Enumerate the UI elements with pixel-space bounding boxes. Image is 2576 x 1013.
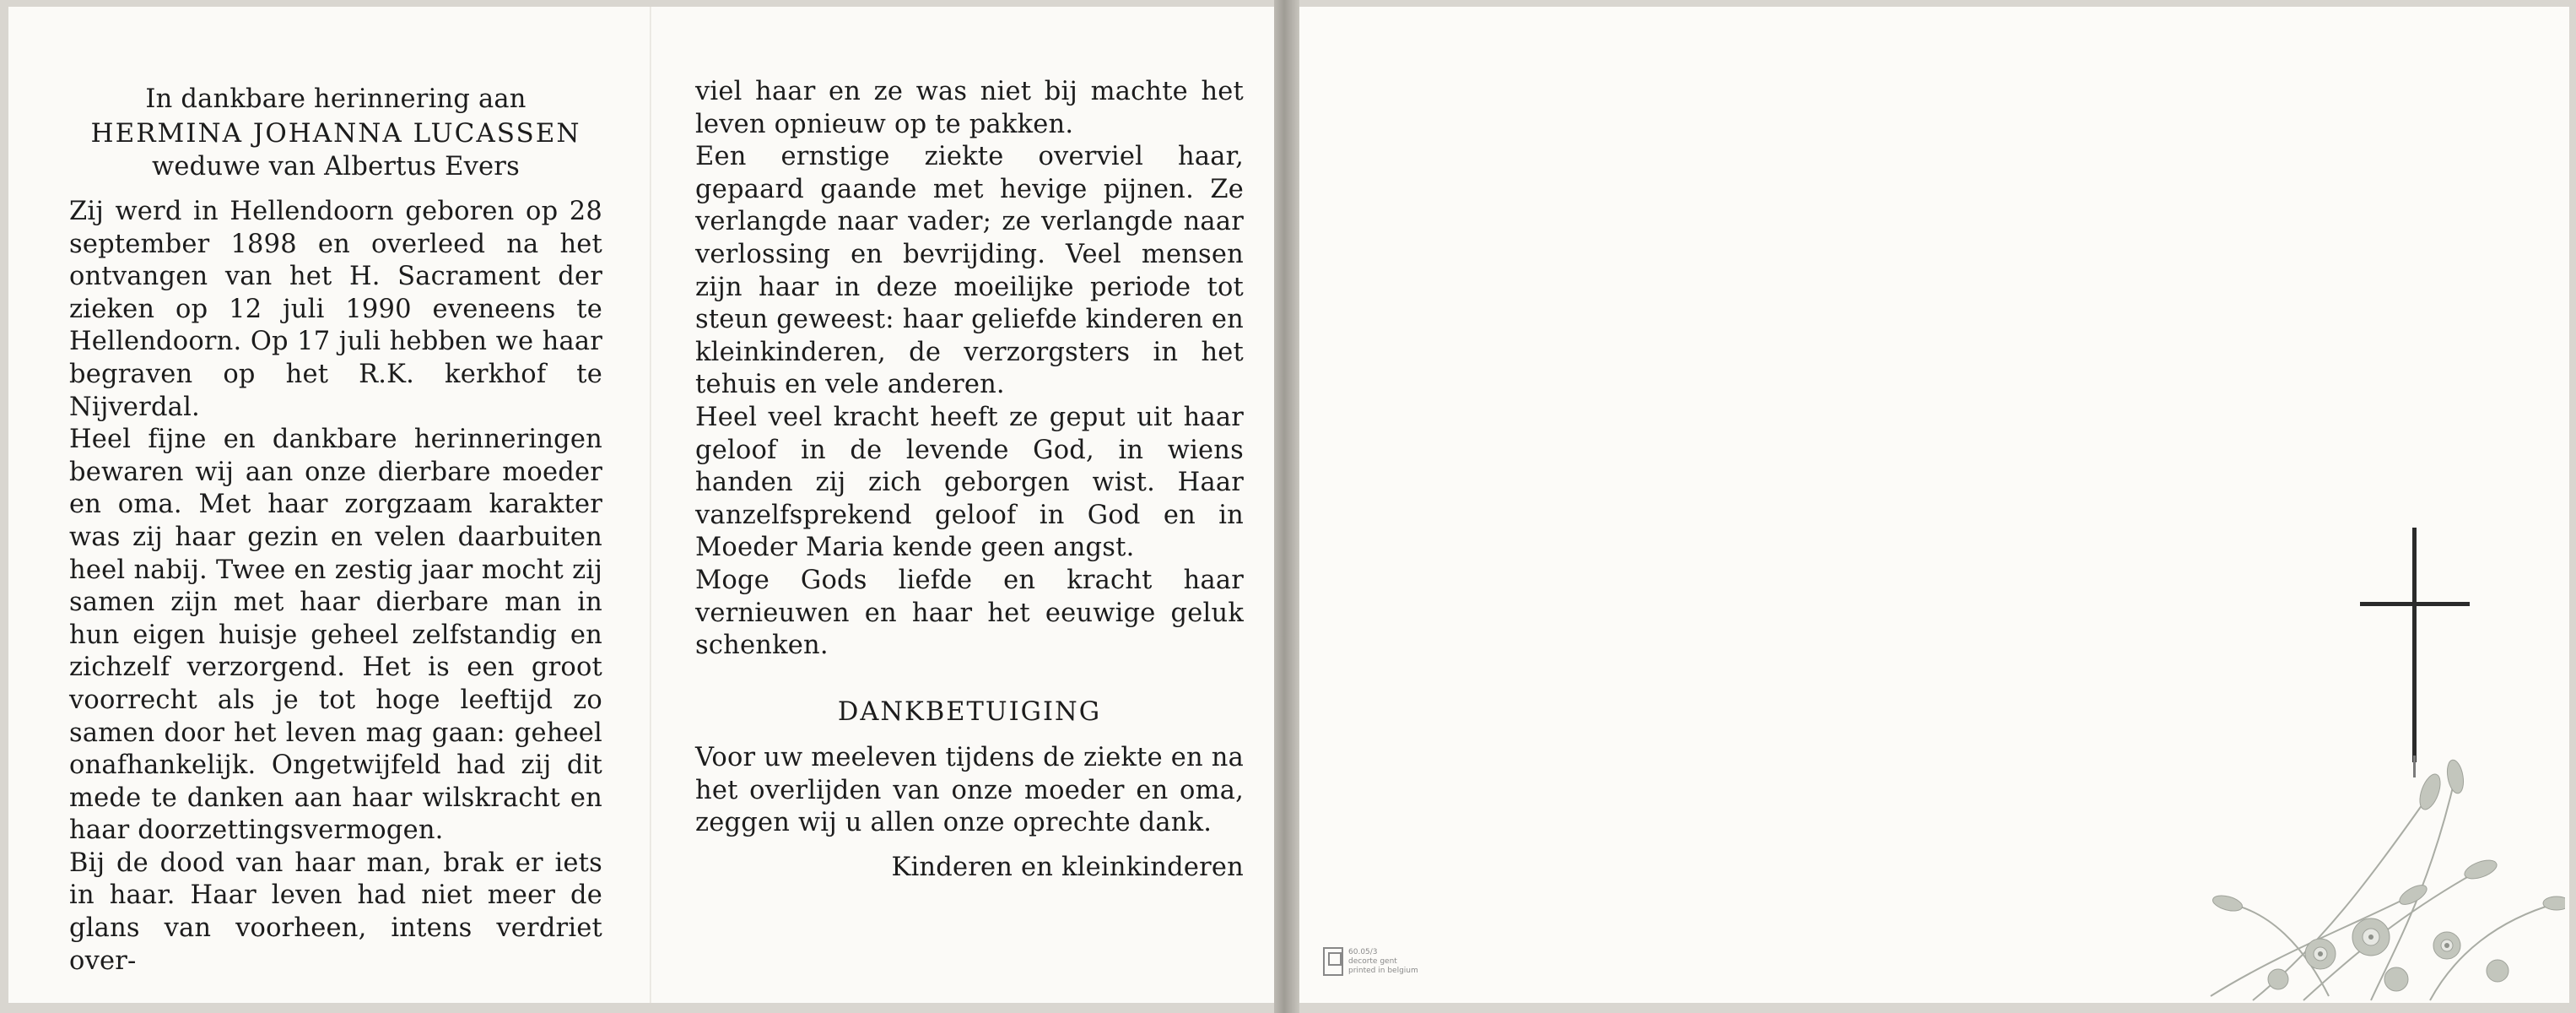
paragraph: Heel fijne en dankbare herinneringen bewaren wij aan onze dierbare moeder en oma. Met haar zorgzaam karakter was zij haar gezin en velen daarbuiten heel nabij. Twee en zestig jaar mocht zij samen zijn met haar dierbare man in hun eigen huisje geheel zelfstandig en zichzelf verzorgend. Het is een groot voorrecht als je tot hoge leeftijd zo samen door het leven mag gaan: geheel onafhankelijk. Ongetwijfeld had zij dit mede te danken aan haar wilskracht en haar doorzettingsvermogen. [69, 425, 602, 846]
inner-spread [8, 7, 1274, 1003]
imprint-origin: printed in belgium [1348, 966, 1418, 975]
deceased-name: HERMINA JOHANNA LUCASSEN [90, 118, 581, 149]
paragraph: Een ernstige ziekte overviel haar, gepaard gaande met hevige pijnen. Ze verlangde naar vader; ze verlangde naar verlossing en bevrijding. Veel mensen zijn haar in deze moeilijke periode tot steun geweest: haar geliefde kinderen en kleinkinderen, de verzorgsters in het tehuis en vele anderen. [695, 142, 1244, 400]
right-body-text [695, 76, 1244, 663]
center-fold [650, 7, 651, 1003]
widow-of-line: weduwe van Albertus Evers [152, 152, 520, 181]
printer-imprint [1323, 947, 1418, 976]
left-body-text [69, 196, 602, 978]
heading-intro: In dankbare herinnering aan [145, 84, 527, 114]
memorial-heading [69, 83, 602, 184]
signature-line: Kinderen en kleinkinderen [891, 853, 1244, 883]
right-column [695, 76, 1244, 885]
paragraph: Bij de dood van haar man, brak er iets in haar. Haar leven had niet meer de glans van voorheen, intens verdriet over- [69, 848, 602, 976]
thanks-title: DANKBETUIGING [837, 696, 1102, 727]
paragraph: Heel veel kracht heeft ze geput uit haar geloof in de levende God, in wiens handen zij zich geborgen wist. Haar vanzelfsprekend geloof in God en in Moeder Maria kende geen angst. [695, 402, 1244, 563]
imprint-code: 60.05/3 [1348, 947, 1378, 956]
paragraph: Moge Gods liefde en kracht haar vernieuwen en haar het eeuwige geluk schenken. [695, 565, 1244, 661]
thanks-text: Voor uw meeleven tijdens de ziekte en na het overlijden van onze moeder en oma, zeggen wij u allen onze oprechte dank. [695, 743, 1244, 838]
paragraph: Zij werd in Hellendoorn geboren op 28 september 1898 en overleed na het ontvangen van het H. Sacrament der zieken op 12 juli 1990 eveneens te Hellendoorn. Op 17 juli hebben we haar begraven op het R.K. kerkhof te Nijverdal. [69, 197, 602, 422]
imprint-text [1348, 948, 1418, 976]
floral-ornament-icon [2177, 743, 2565, 1005]
scan-gap [1274, 0, 1299, 1013]
imprint-printer: decorte gent [1348, 956, 1397, 966]
paragraph: viel haar en ze was niet bij machte het leven opnieuw op te pakken. [695, 77, 1244, 139]
left-column [69, 83, 602, 978]
printer-logo-icon [1323, 947, 1343, 976]
